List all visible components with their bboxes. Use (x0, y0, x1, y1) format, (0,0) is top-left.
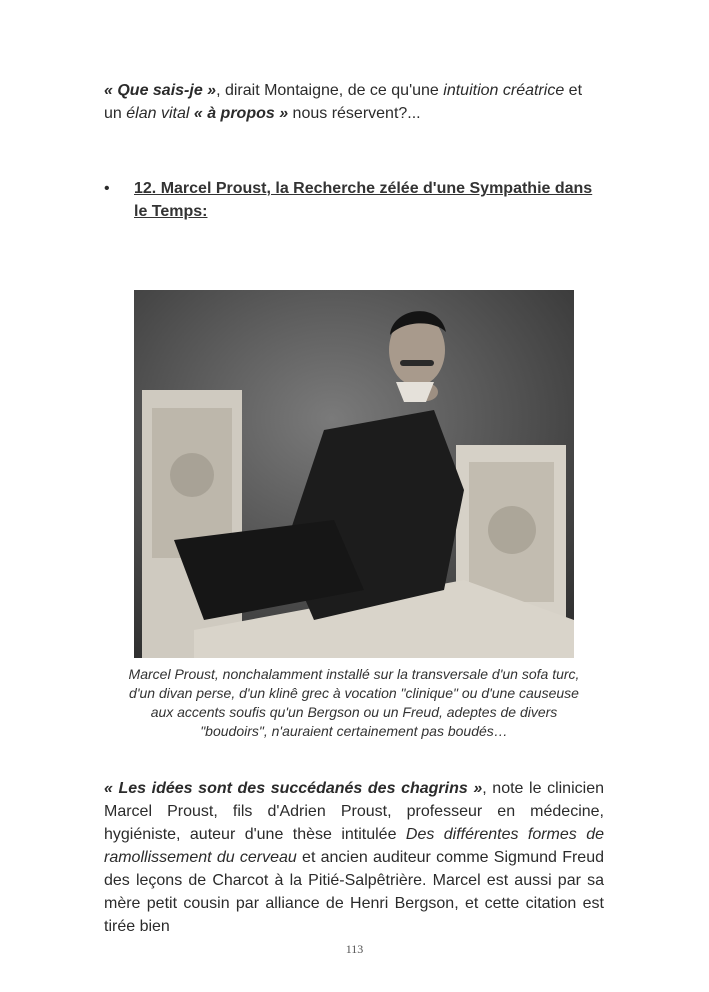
intro-paragraph: « Que sais-je », dirait Montaigne, de ce qu'une intuition créatrice et un élan vital « à propos » nous réservent?... (104, 82, 583, 122)
montaigne-quote: « Que sais-je » (104, 82, 217, 99)
section-heading: 12. Marcel Proust, la Recherche zélée d'une Sympathie dans le Temps: (134, 180, 593, 220)
page-number: 113 (345, 942, 364, 956)
intuition-term: intuition créatrice (443, 82, 565, 99)
apropos-term: « à propos » (193, 105, 289, 122)
photo-caption: Marcel Proust, nonchalamment installé sur la transversale d'un sofa turc, d'un divan perse, d'un klinê grec à vocation "clinique" ou d'une causeuse aux accents soufis qu'un Bergson ou un Freud, adeptes de divers "boudoirs", n'auraient certainement pas boudés… (128, 666, 580, 739)
body-paragraph: « Les idées sont des succédanés des chagrins », note le clinicien Marcel Proust, fils d'Adrien Proust, professeur en médecine, hygiéniste, auteur d'une thèse intitulée Des différentes formes de ramollissement du cerveau et ancien auditeur comme Sigmund Freud des leçons de Charcot à la Pitié-Salpêtrière. Marcel est aussi par sa mère petit cousin par alliance de Henri Bergson, et cette citation est tirée bien (104, 780, 604, 935)
thesis-title: Des différentes formes de ramollissement du cerveau (104, 826, 604, 866)
bullet-icon: • (104, 180, 110, 197)
elan-term: élan vital (126, 105, 190, 122)
proust-photograph (134, 290, 574, 658)
proust-photo-illustration (134, 290, 574, 658)
proust-quote: « Les idées sont des succédanés des chagrins » (104, 780, 483, 797)
